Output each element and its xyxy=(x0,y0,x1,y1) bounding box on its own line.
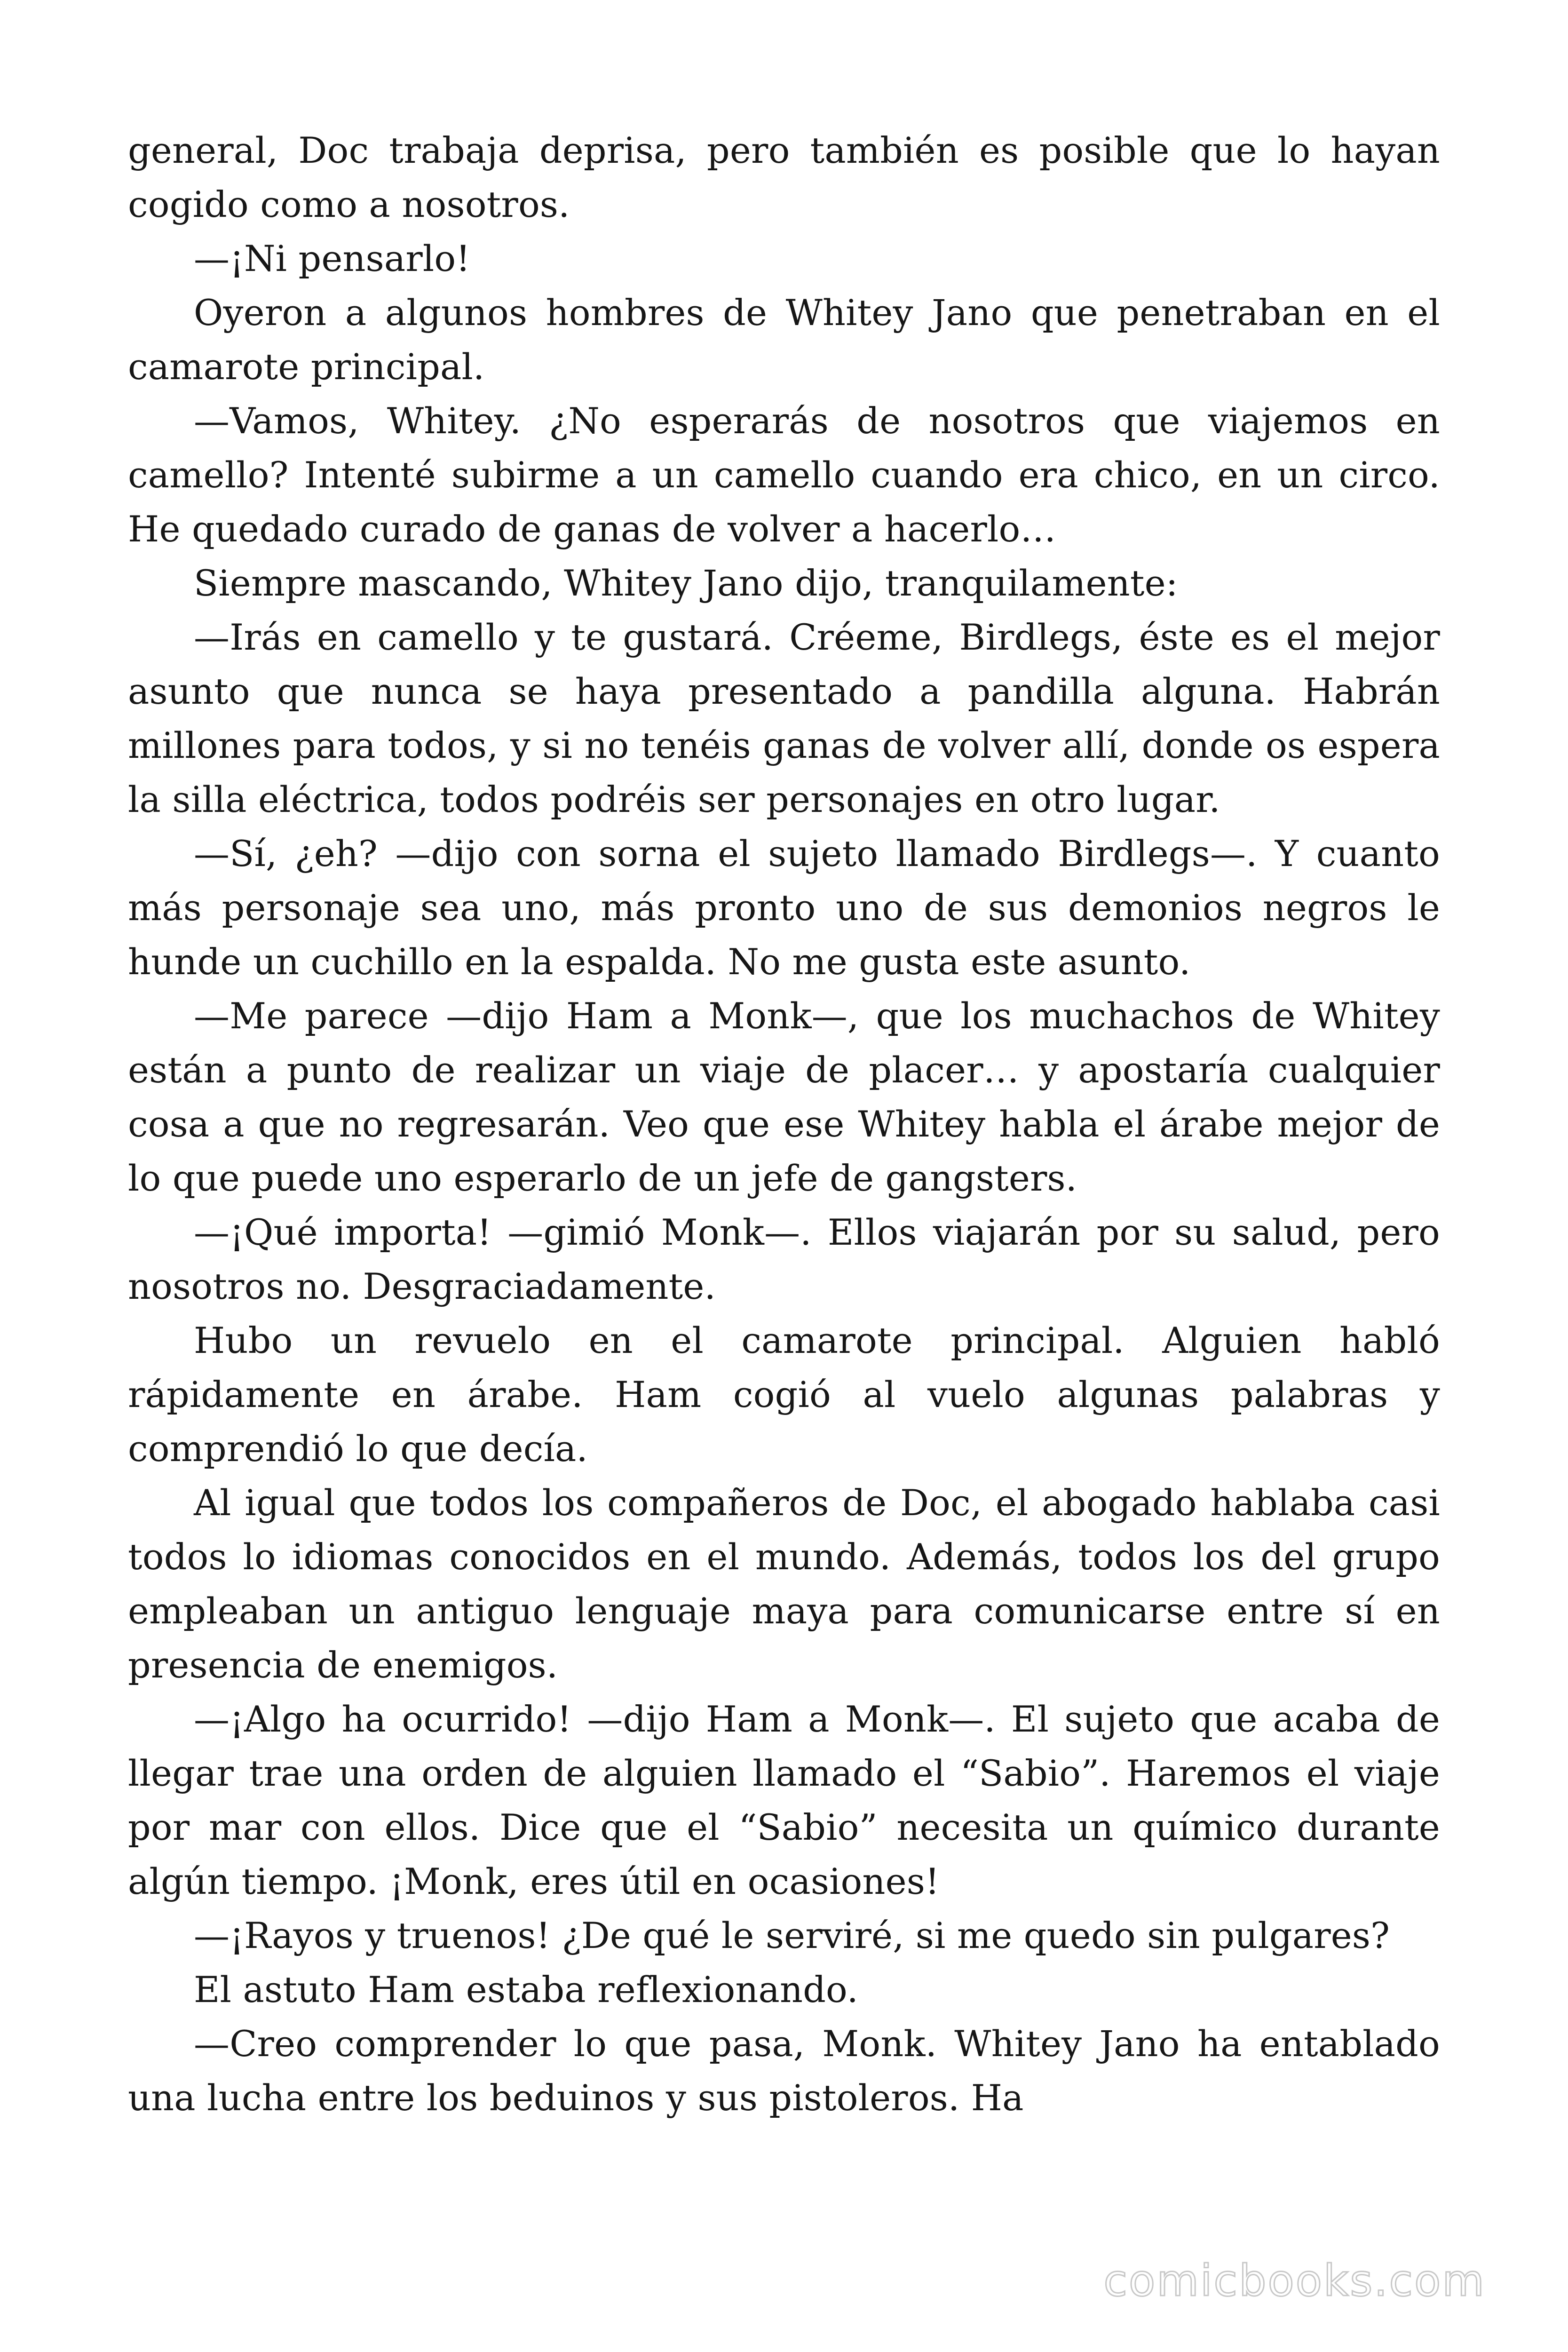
paragraph: —¡Qué importa! —gimió Monk—. Ellos viajarán por su salud, pero nosotros no. Desgraciadamente. xyxy=(128,1211,1440,1307)
paragraph: Siempre mascando, Whitey Jano dijo, tranquilamente: xyxy=(194,562,1178,604)
paragraph: —¡Ni pensarlo! xyxy=(194,238,471,279)
paragraph: —Me parece —dijo Ham a Monk—, que los muchachos de Whitey están a punto de realizar un viaje de placer… y apostaría cualquier cosa a que no regresarán. Veo que ese Whitey habla el árabe mejor de lo que puede uno esperarlo de un jefe de gangsters. xyxy=(128,995,1440,1199)
paragraph: —¡Algo ha ocurrido! —dijo Ham a Monk—. El sujeto que acaba de llegar trae una orden de alguien llamado el “Sabio”. Haremos el viaje por mar con ellos. Dice que el “Sabio” necesita un químico durante algún tiempo. ¡Monk, eres útil en ocasiones! xyxy=(128,1698,1440,1902)
paragraph-continuation: general, Doc trabaja deprisa, pero también es posible que lo hayan cogido como a nosotros. xyxy=(128,129,1440,225)
paragraph: El astuto Ham estaba reflexionando. xyxy=(194,1969,859,2010)
watermark: comicbooks.com xyxy=(1103,2256,1486,2306)
paragraph: —Irás en camello y te gustará. Créeme, Birdlegs, éste es el mejor asunto que nunca se haya presentado a pandilla alguna. Habrán millones para todos, y si no tenéis ganas de volver allí, donde os espera la silla eléctrica, todos podréis ser personajes en otro lugar. xyxy=(128,616,1440,820)
paragraph: Al igual que todos los compañeros de Doc, el abogado hablaba casi todos lo idiomas conocidos en el mundo. Además, todos los del grupo empleaban un antiguo lenguaje maya para comunicarse entre sí en presencia de enemigos. xyxy=(128,1482,1440,1686)
paragraph: Oyeron a algunos hombres de Whitey Jano que penetraban en el camarote principal. xyxy=(128,292,1440,388)
paragraph: —Vamos, Whitey. ¿No esperarás de nosotros que viajemos en camello? Intenté subirme a un camello cuando era chico, en un circo. He quedado curado de ganas de volver a hacerlo… xyxy=(128,400,1440,550)
paragraph: Hubo un revuelo en el camarote principal. Alguien habló rápidamente en árabe. Ham cogió al vuelo algunas palabras y comprendió lo que decía. xyxy=(128,1319,1440,1470)
body-text xyxy=(128,123,1440,2125)
paragraph: —Creo comprender lo que pasa, Monk. Whitey Jano ha entablado una lucha entre los beduinos y sus pistoleros. Ha xyxy=(128,2023,1440,2119)
paragraph: —Sí, ¿eh? —dijo con sorna el sujeto llamado Birdlegs—. Y cuanto más personaje sea uno, más pronto uno de sus demonios negros le hunde un cuchillo en la espalda. No me gusta este asunto. xyxy=(128,833,1440,983)
paragraph: —¡Rayos y truenos! ¿De qué le serviré, si me quedo sin pulgares? xyxy=(194,1915,1390,1956)
